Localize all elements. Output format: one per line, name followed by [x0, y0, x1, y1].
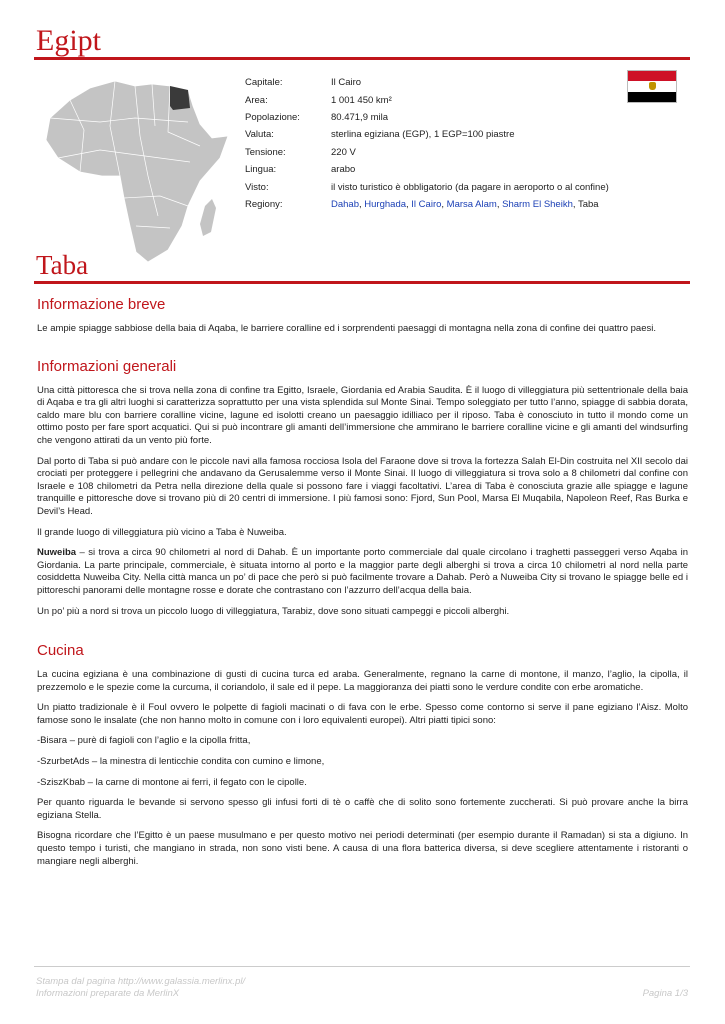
footer-print-source: Stampa dal pagina http://www.galassia.merlinx.pl/ [36, 976, 246, 987]
egypt-flag [627, 70, 677, 103]
section-title-short-info: Informazione breve [37, 296, 166, 313]
region-link-cairo[interactable]: Il Cairo [411, 198, 442, 210]
info-value: 80.471,9 mila [331, 111, 389, 123]
title-divider [34, 57, 690, 60]
info-value: 1 001 450 km² [331, 94, 392, 106]
country-title: Egipt [36, 24, 101, 57]
city-divider [34, 281, 690, 284]
flag-white-band [628, 81, 676, 91]
paragraph: Per quanto riguarda le bevande si servono spesso gli infusi forti di tè o caffè che di solito sono fortemente zuccherati. Si può provare anche la birra egiziana Stella. [37, 797, 688, 821]
paragraph: Le ampie spiagge sabbiose della baia di Aqaba, le barriere coralline ed i sorprendenti paesaggi di montagna nella zona di confine dei quattro paesi. [37, 323, 656, 334]
paragraph: -SzurbetAds – la minestra di lenticchie condita con cumino e limone, [37, 756, 325, 768]
region-separator: , [359, 198, 365, 210]
info-value: sterlina egiziana (EGP), 1 EGP=100 piastre [331, 129, 515, 141]
info-label: Regiony: [245, 198, 283, 210]
paragraph: La cucina egiziana è una combinazione di gusti di cucina turca ed araba. Generalmente, regnano la carne di montone, il manzo, l’aglio, la cipolla, il prezzemolo e le spezie come la curcuma, il coriandolo, il sale ed il pepe. La maggioranza dei piatti sono le verdure condite con erbe aromatiche. [37, 669, 688, 693]
info-value: 220 V [331, 146, 356, 158]
region-link-hurghada[interactable]: Hurghada [364, 198, 407, 210]
paragraph: Una città pittoresca che si trova nella zona di confine tra Egitto, Israele, Giordania ed Arabia Saudita. È il luogo di villeggiatura più settentrionale della baia di Aqaba e tra gli altri luoghi si caratterizza soprattutto per una vista splendida sul Monte Sinai. Tempo soleggiato per tutto l’anno, spiagge di sabbia dorata, caldo mare blu con barriere coralline vicine, lagune ed isolotti creano un paesaggio idilliaco per il riposo. Taba è conosciuto in tutto il mondo come un ottimo posto per fare sport acquatici. Qui si può incontrare gli amanti dell’immersione che ammirano le barriere coralline vicine e gli amanti del windsurfing che vengono attirati da un vento più forte. [37, 384, 688, 446]
footer-prepared-by: Informazioni preparate da MerlinX [36, 988, 180, 999]
section-title-general-info: Informazioni generali [37, 357, 177, 375]
info-row-capital [245, 74, 609, 91]
info-row-area [245, 91, 609, 108]
flag-red-band [628, 71, 676, 81]
paragraph: Il grande luogo di villeggiatura più vicino a Taba è Nuweiba. [37, 526, 287, 538]
info-value: il visto turistico è obbligatorio (da pagare in aeroporto o al confine) [331, 181, 609, 193]
region-separator: , [496, 198, 503, 210]
paragraph-nuweiba [37, 547, 688, 597]
flag-black-band [628, 92, 676, 102]
country-info [245, 74, 609, 213]
info-label: Area: [245, 94, 268, 106]
africa-map [40, 66, 230, 266]
city-title: Taba [36, 250, 89, 280]
eagle-icon [649, 82, 656, 90]
region-link-marsa-alam[interactable]: Marsa Alam [446, 198, 497, 210]
paragraph: Dal porto di Taba si può andare con le piccole navi alla famosa rocciosa Isola del Faraone dove si trova la fortezza Salah El-Din costruita nel XII secolo dai crociati per proteggere i pellegrini che andavano da Gerusalemme verso il Monte Sinai. Il luogo di villeggiatura si trova solo a 8 chilometri dal confine con Israele e 108 chilometri da Petra nella direzione della quale si possono fare i viaggi facoltativi. L’area di Taba è conosciuta grazie alle spiagge e lagune tranquille e pittoresche dove si trovano più di 20 centri di immersione. I più famosi sono: Fjord, Sun Pool, Marsa El Muqabila, Napoleon Reef, Ras Burka e Devil’s Head. [37, 455, 688, 517]
paragraph: -SziszKbab – la carne di montone ai ferri, il fegato con le cipolle. [37, 776, 307, 788]
paragraph: Un po’ più a nord si trova un piccolo luogo di villeggiatura, Tarabiz, dove sono situati campeggi e piccoli alberghi. [37, 605, 510, 617]
footer-page-number: Pagina 1/3 [642, 988, 688, 999]
region-list [331, 199, 599, 210]
madagascar-shape [200, 199, 216, 236]
info-row-language [245, 161, 609, 178]
info-value: Il Cairo [331, 77, 362, 89]
info-label: Lingua: [245, 164, 277, 176]
paragraph-text: – si trova a circa 90 chilometri al nord di Dahab. È un importante porto commerciale dal quale circolano i traghetti passeggeri verso Aqaba in Giordania. La parte principale, commerciale, è situata intorno al porto e la maggior parte degli alberghi si trova a circa 10 chilometri al nord nella parte cosiddetta Nuweiba City. Nella città manca un po’ di pace che però si può facilmente trovare a Dahab. Però a Nuweiba City si trovano le spiagge belle ed i pittoreschi panorami delle montagne rosse e dorate che contrastano con l’azzurro dell’acqua della baia. [37, 547, 688, 596]
info-label: Capitale: [245, 77, 283, 89]
region-separator: , [572, 198, 578, 210]
paragraph: Bisogna ricordare che l’Egitto è un paese musulmano e per questo motivo nei periodi determinati (per esempio durante il Ramadan) si sta a digiuno. In questo tempo i turisti, che mangiano in strada, non sono visti bene. A causa di una flora batterica diversa, si deve scegliere attentamente i ristoranti o mangiare negli alberghi. [37, 830, 688, 867]
info-row-voltage [245, 144, 609, 161]
paragraph: Un piatto tradizionale è il Foul ovvero le polpette di fagioli macinati o di fava con le erbe. Spesso come contorno si serve il pane egiziano l’Aisz. Molto famose sono le insalate (che non hanno molto in comune con i loro equivalenti europei). Altri piatti tipici sono: [37, 702, 688, 726]
region-separator: , [406, 198, 412, 210]
region-separator: , [441, 198, 447, 210]
info-label: Tensione: [245, 146, 286, 158]
info-value: arabo [331, 164, 356, 176]
nuweiba-term: Nuweiba [37, 547, 77, 559]
info-label: Visto: [245, 181, 269, 193]
info-row-regions [245, 196, 609, 213]
footer-divider [34, 966, 690, 967]
info-label: Popolazione: [245, 111, 300, 123]
paragraph: -Bisara – purè di fagioli con l’aglio e la cipolla fritta, [37, 735, 251, 747]
section-title-cuisine: Cucina [37, 642, 84, 660]
info-row-visa [245, 178, 609, 195]
info-row-currency [245, 126, 609, 143]
region-link-sharm-el-sheikh[interactable]: Sharm El Sheikh [502, 198, 573, 210]
info-row-population [245, 109, 609, 126]
region-link-dahab[interactable]: Dahab [331, 198, 359, 210]
region-current: Taba [577, 198, 599, 210]
article-content [37, 296, 688, 868]
info-label: Valuta: [245, 129, 274, 141]
